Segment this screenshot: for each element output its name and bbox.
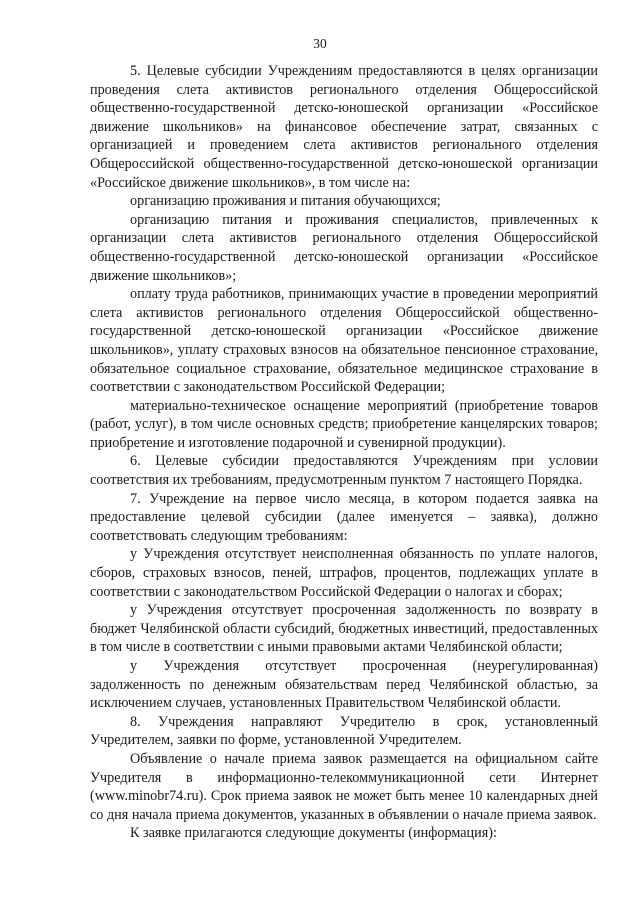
paragraph-7-item-budget-debt: у Учреждения отсутствует просроченная задолженность по возврату в бюджет Челябинской области субсидий, бюджетных инвестиций, предоставленных в том числе в соответствии с иными правовыми актами Челябинской области; (90, 602, 598, 656)
paragraph-7: 7. Учреждение на первое число месяца, в котором подается заявка на предоставление целевой субсидии (далее именуется – заявка), должно соответствовать следующим требованиям: (90, 490, 598, 544)
paragraph-5-item-labor: оплату труда работников, принимающих участие в проведении мероприятий слета активистов регионального отделения Общероссийской общественно-государственной детско-юношеской организации «Российское движение школьников», уплату страховых взносов на обязательное пенсионное страхование, обязательное социальное страхование, обязательное медицинское страхование в соответствии с законодательством Российской Федерации; (90, 286, 598, 396)
paragraph-5: 5. Целевые субсидии Учреждениям предоставляются в целях организации проведения слета активистов регионального отделения Общероссийской общественно-государственной детско-юношеской организации «Российское движение школьников» на финансовое обеспечение затрат, связанных с организацией и проведением слета активистов регионального отделения Общероссийской общественно-государственной детско-юношеской организации «Российское движение школьников», в том числе на: (90, 63, 598, 191)
page-number: 30 (313, 36, 327, 51)
paragraph-5-item-equipment: материально-техническое оснащение мероприятий (приобретение товаров (работ, услуг), в том числе основных средств; приобретение канцелярских товаров; приобретение и изготовление подарочной и сувенирной продукции). (90, 397, 598, 451)
paragraph-5-item-specialists: организацию питания и проживания специалистов, привлеченных к организации слета активистов регионального отделения Общероссийской общественно-государственной детско-юношеской организации «Российское движение школьников»; (90, 211, 598, 284)
paragraph-6: 6. Целевые субсидии предоставляются Учреждениям при условии соответствия их требованиям, предусмотренным пунктом 7 настоящего Порядка. (90, 453, 598, 489)
paragraph-7-item-obligations: у Учреждения отсутствует просроченная (неурегулированная) задолженность по денежным обязательствам перед Челябинской областью, за исключением случаев, установленных Правительством Челябинской области. (90, 658, 598, 712)
paragraph-announcement: Объявление о начале приема заявок размещается на официальном сайте Учредителя в информационно-телекоммуникационной сети Интернет (www.minobr74.ru). Срок приема заявок не может быть менее 10 календарных дней со дня начала приема документов, указанных в объявлении о начале приема заявок. (90, 750, 598, 823)
paragraph-7-item-taxes: у Учреждения отсутствует неисполненная обязанность по уплате налогов, сборов, страховых взносов, пеней, штрафов, процентов, подлежащих уплате в соответствии с законодательством Российской Федерации о налогах и сборах; (90, 546, 598, 600)
paragraph-5-item-accommodation: организацию проживания и питания обучающихся; (130, 193, 441, 210)
paragraph-attachments: К заявке прилагаются следующие документы (информация): (130, 825, 497, 842)
document-body (90, 62, 598, 843)
paragraph-8: 8. Учреждения направляют Учредителю в срок, установленный Учредителем, заявки по форме, установленной Учредителем. (90, 713, 598, 749)
